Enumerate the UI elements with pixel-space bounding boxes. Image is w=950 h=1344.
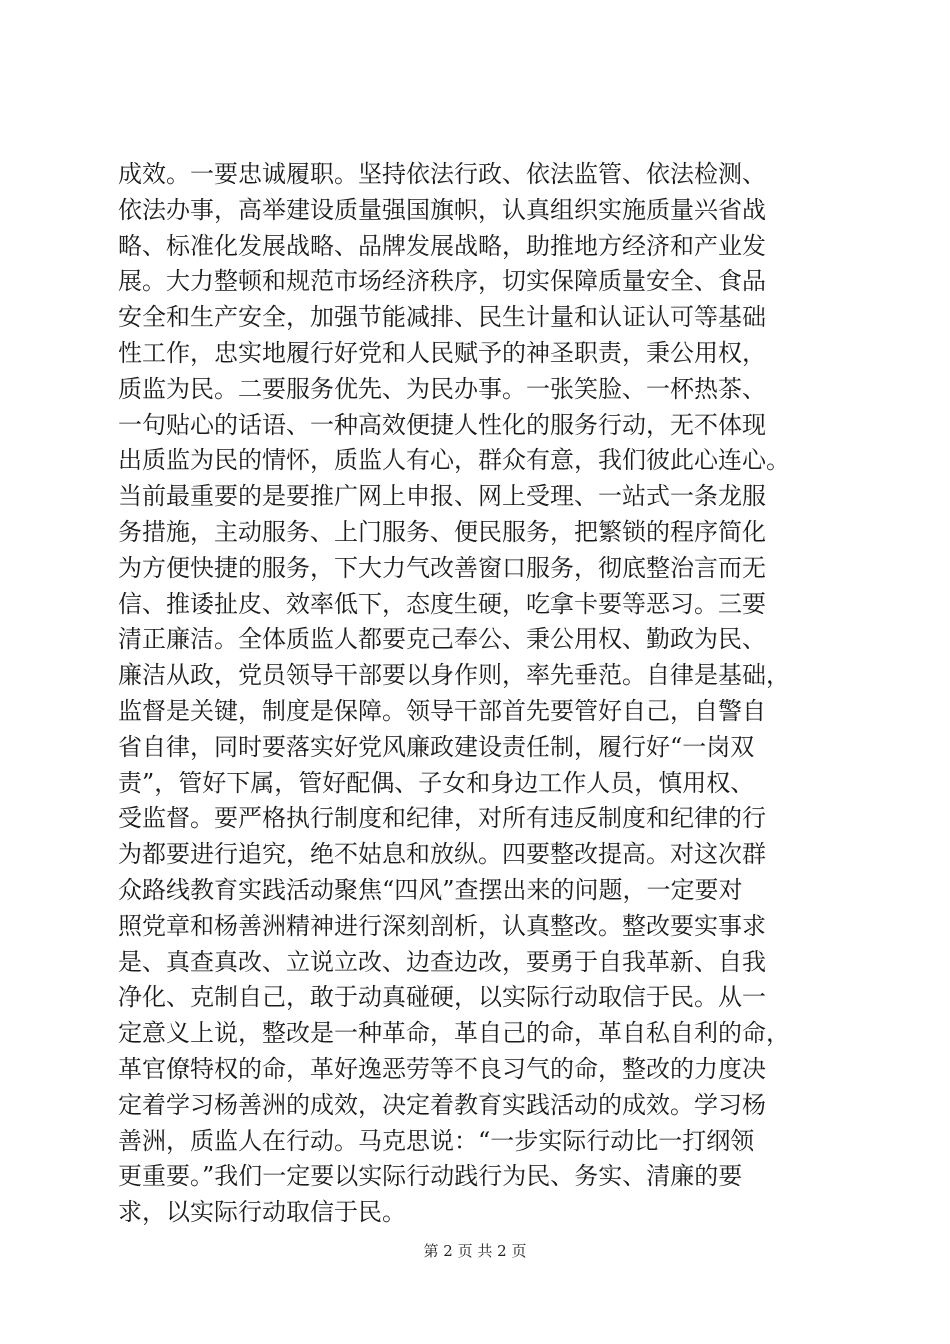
body-line: 展。大力整顿和规范市场经济秩序，切实保障质量安全、食品 [118, 267, 766, 296]
body-line: 安全和生产安全，加强节能减排、民生计量和认证认可等基础 [118, 303, 766, 332]
body-line: 信、推诿扯皮、效率低下，态度生硬，吃拿卡要等恶习。三要 [118, 589, 766, 618]
body-line: 出质监为民的情怀，质监人有心，群众有意，我们彼此心连心。 [118, 446, 790, 475]
body-line: 清正廉洁。全体质监人都要克己奉公、秉公用权、勤政为民、 [118, 625, 766, 654]
body-line: 求，以实际行动取信于民。 [118, 1198, 406, 1227]
body-line: 依法办事，高举建设质量强国旗帜，认真组织实施质量兴省战 [118, 195, 766, 224]
body-line: 监督是关键，制度是保障。领导干部首先要管好自己，自警自 [118, 696, 766, 725]
body-line: 略、标准化发展战略、品牌发展战略，助推地方经济和产业发 [118, 231, 766, 260]
body-line: 定着学习杨善洲的成效，决定着教育实践活动的成效。学习杨 [118, 1090, 766, 1119]
body-line: 一句贴心的话语、一种高效便捷人性化的服务行动，无不体现 [118, 410, 766, 439]
body-line: 更重要。”我们一定要以实际行动践行为民、务实、清廉的要 [118, 1162, 743, 1191]
body-line: 革官僚特权的命，革好逸恶劳等不良习气的命，整改的力度决 [118, 1054, 766, 1083]
body-line: 务措施，主动服务、上门服务、便民服务，把繁锁的程序简化 [118, 517, 766, 546]
body-line: 为都要进行追究，绝不姑息和放纵。四要整改提高。对这次群 [118, 840, 766, 869]
body-line: 廉洁从政，党员领导干部要以身作则，率先垂范。自律是基础， [118, 661, 790, 690]
body-line: 定意义上说，整改是一种革命，革自己的命，革自私自利的命， [118, 1019, 790, 1048]
body-line: 质监为民。二要服务优先、为民办事。一张笑脸、一杯热茶、 [118, 374, 766, 403]
body-line: 净化、克制自己，敢于动真碰硬，以实际行动取信于民。从一 [118, 983, 766, 1012]
body-line: 是、真查真改、立说立改、边查边改，要勇于自我革新、自我 [118, 947, 766, 976]
body-line: 为方便快捷的服务，下大力气改善窗口服务，彻底整治言而无 [118, 553, 766, 582]
body-text [118, 157, 838, 1231]
body-line: 省自律，同时要落实好党风廉政建设责任制，履行好“一岗双 [118, 732, 755, 761]
page-footer: 第 2 页 共 2 页 [423, 1242, 527, 1260]
body-line: 当前最重要的是要推广网上申报、网上受理、一站式一条龙服 [118, 482, 766, 511]
body-line: 照党章和杨善洲精神进行深刻剖析，认真整改。整改要实事求 [118, 911, 766, 940]
body-line: 善洲，质监人在行动。马克思说：“一步实际行动比一打纲领 [118, 1126, 755, 1155]
body-line: 成效。一要忠诚履职。坚持依法行政、依法监管、依法检测、 [118, 160, 766, 188]
body-line: 受监督。要严格执行制度和纪律，对所有违反制度和纪律的行 [118, 804, 766, 833]
body-line: 性工作，忠实地履行好党和人民赋予的神圣职责，秉公用权， [118, 338, 766, 367]
body-line: 责”，管好下属，管好配偶、子女和身边工作人员，慎用权、 [118, 768, 755, 797]
body-line: 众路线教育实践活动聚焦“四风”查摆出来的问题，一定要对 [118, 875, 743, 904]
